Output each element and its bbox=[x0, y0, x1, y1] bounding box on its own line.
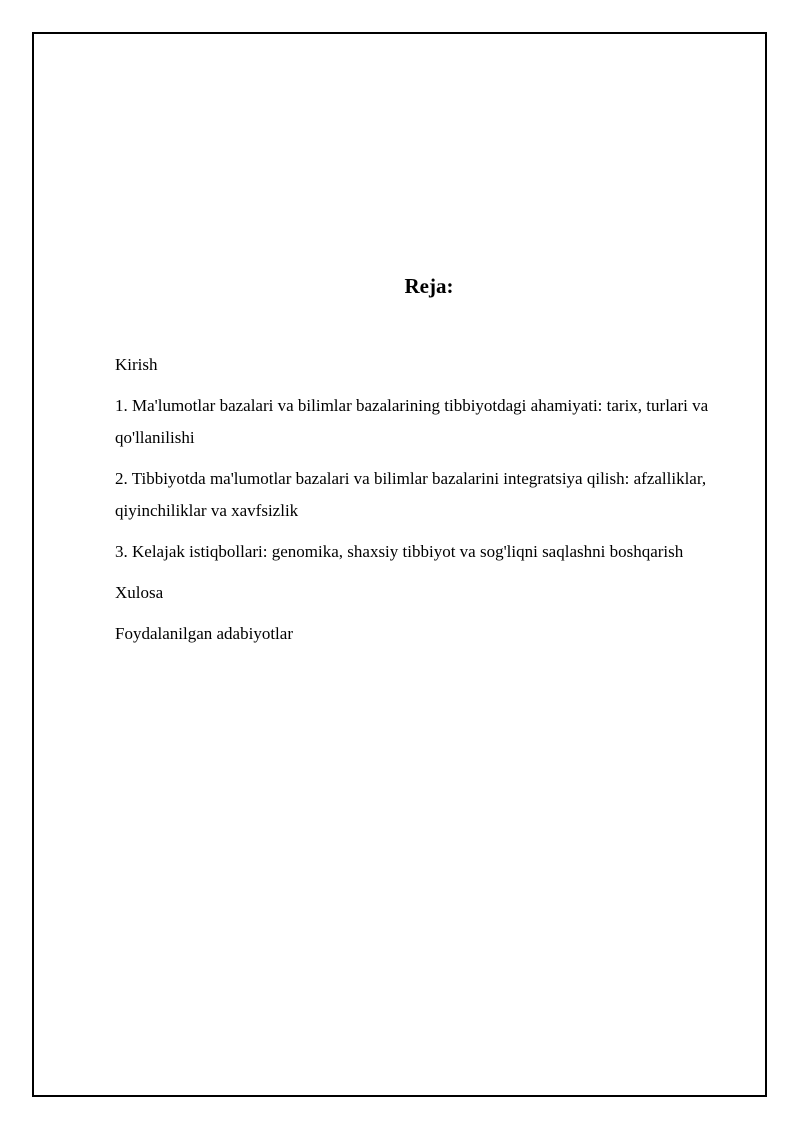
toc-item-section-2: 2. Tibbiyotda ma'lumotlar bazalari va bilimlar bazalarini integratsiya qilish: afzalliklar, qiyinchiliklar va xavfsizlik bbox=[115, 469, 707, 520]
toc-item-conclusion: Xulosa bbox=[115, 583, 164, 602]
toc-item-section-1: 1. Ma'lumotlar bazalari va bilimlar bazalarining tibbiyotdagi ahamiyati: tarix, turlari va qo'llanilishi bbox=[115, 396, 709, 447]
page-title: Reja: bbox=[404, 274, 454, 298]
toc-item-introduction: Kirish bbox=[115, 355, 158, 374]
toc-item-references: Foydalanilgan adabiyotlar bbox=[115, 624, 293, 643]
toc-item-section-3: 3. Kelajak istiqbollari: genomika, shaxsiy tibbiyot va sog'liqni saqlashni boshqarish bbox=[115, 542, 684, 561]
document-content bbox=[115, 270, 715, 659]
table-of-contents bbox=[115, 349, 715, 650]
